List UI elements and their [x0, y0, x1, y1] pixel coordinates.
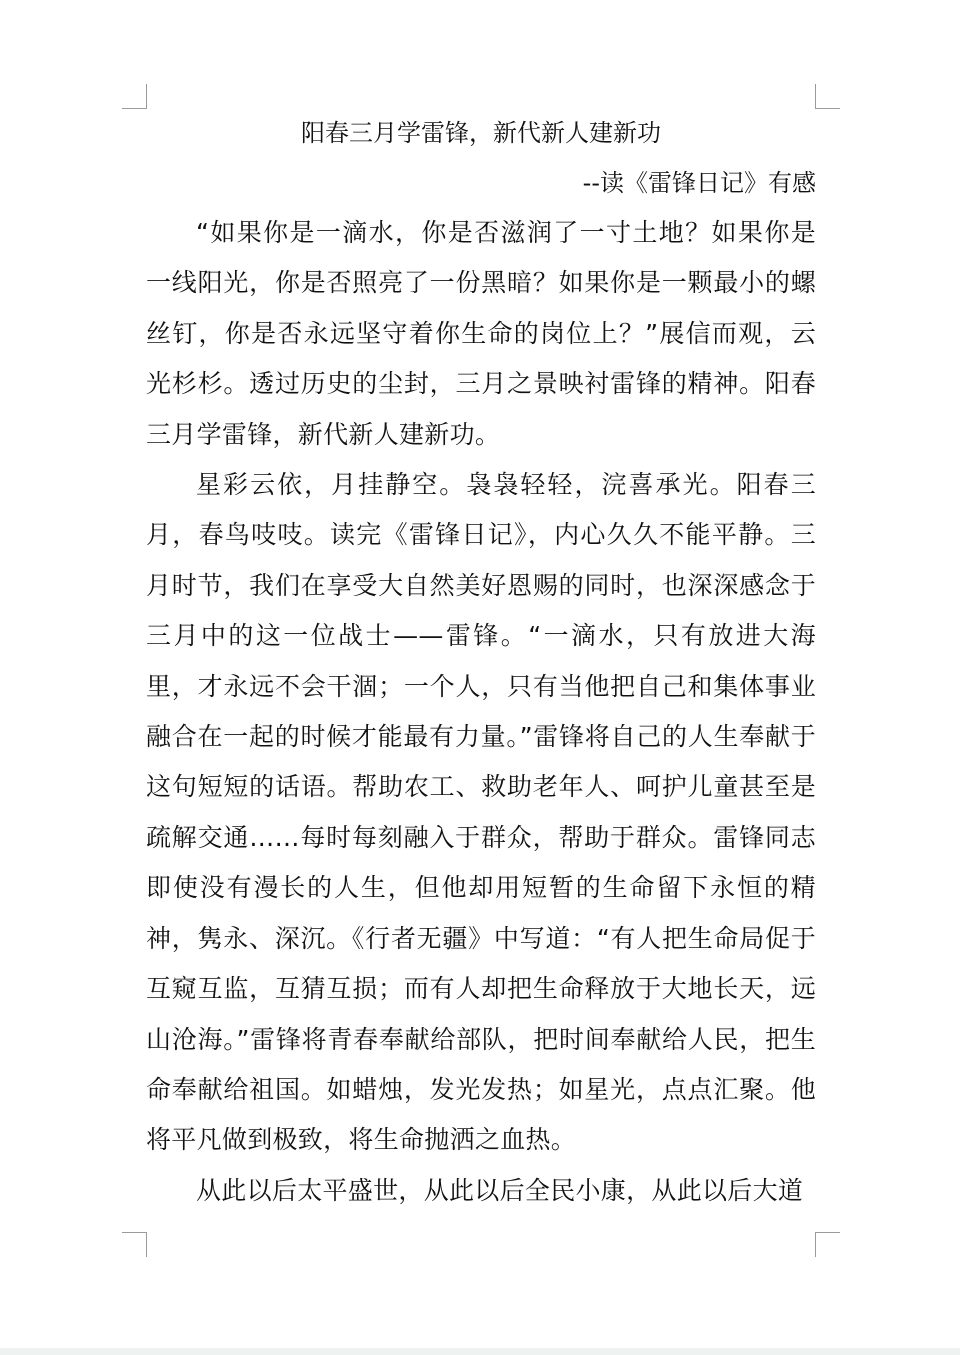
- margin-corner-top-right: [815, 84, 840, 109]
- paragraph-2: 星彩云依，月挂静空。袅袅轻轻，浣喜承光。阳春三月，春鸟吱吱。读完《雷锋日记》，内心久久不能平静。三月时节，我们在享受大自然美好恩赐的同时，也深深感念于三月中的这一位战士——雷锋。“一滴水，只有放进大海里，才永远不会干涸；一个人，只有当他把自己和集体事业融合在一起的时候才能最有力量。”雷锋将自己的人生奉献于这句短短的话语。帮助农工、救助老年人、呵护儿童甚至是疏解交通……每时每刻融入于群众，帮助于群众。雷锋同志即使没有漫长的人生，但他却用短暂的生命留下永恒的精神，隽永、深沉。《行者无疆》中写道：“有人把生命局促于互窥互监，互猜互损；而有人却把生命释放于大地长天，远山沧海。”雷锋将青春奉献给部队，把时间奉献给人民，把生命奉献给祖国。如蜡烛，发光发热；如星光，点点汇聚。他将平凡做到极致，将生命抛洒之血热。: [146, 470, 816, 1155]
- margin-corner-top-left: [122, 84, 147, 109]
- page-bottom-band: [0, 1348, 960, 1355]
- paragraph-3: 从此以后太平盛世，从此以后全民小康，从此以后大道: [196, 1175, 804, 1205]
- margin-corner-bottom-left: [122, 1232, 147, 1257]
- margin-corner-bottom-right: [815, 1232, 840, 1257]
- document-body[interactable]: [146, 108, 816, 1216]
- paragraph-1: “如果你是一滴水，你是否滋润了一寸土地？如果你是一线阳光，你是否照亮了一份黑暗？如果你是一颗最小的螺丝钉，你是否永远坚守着你生命的岗位上？”展信而观，云光杉杉。透过历史的尘封，三月之景映衬雷锋的精神。阳春三月学雷锋，新代新人建新功。: [146, 218, 816, 449]
- document-subtitle: --读《雷锋日记》有感: [582, 169, 816, 197]
- document-title: 阳春三月学雷锋，新代新人建新功: [301, 119, 661, 147]
